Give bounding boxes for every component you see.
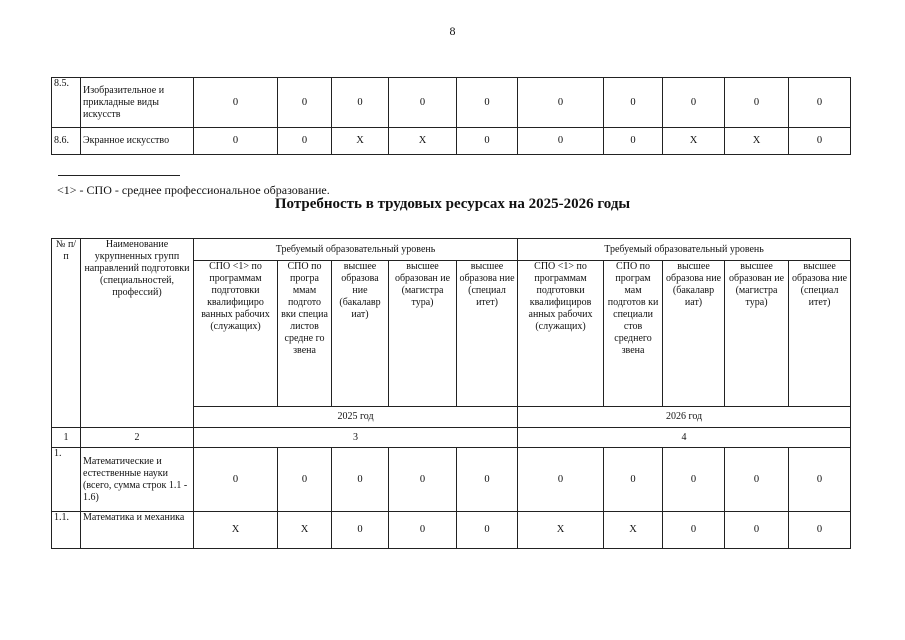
header-col: высшее образова ние (бакалавр иат) bbox=[332, 261, 389, 407]
header-col: СПО <1> по программам подготовки квалифициро ванных рабочих (служащих) bbox=[194, 261, 278, 407]
index-cell: 1 bbox=[52, 428, 81, 448]
header-col: высшее образова ние (специал итет) bbox=[789, 261, 851, 407]
header-col: СПО по програм мам подготов ки специали стов среднего звена bbox=[604, 261, 663, 407]
cell-value: 0 bbox=[389, 78, 457, 128]
footnote-separator bbox=[58, 175, 180, 176]
table-row bbox=[52, 448, 851, 512]
cell-value: 0 bbox=[725, 78, 789, 128]
cell-value: 0 bbox=[518, 128, 604, 155]
row-number: 1. bbox=[52, 448, 81, 512]
cell-value: 0 bbox=[278, 78, 332, 128]
cell-value: 0 bbox=[789, 512, 851, 549]
cell-value: Х bbox=[663, 128, 725, 155]
cell-value: 0 bbox=[518, 78, 604, 128]
row-number: 1.1. bbox=[52, 512, 81, 549]
workforce-table bbox=[51, 238, 851, 549]
cell-value: 0 bbox=[278, 128, 332, 155]
footnote: <1> - СПО - среднее профессиональное образование. bbox=[57, 183, 330, 197]
header-row bbox=[52, 239, 851, 261]
header-col: СПО <1> по программам подготовки квалифициров анных рабочих (служащих) bbox=[518, 261, 604, 407]
table-row bbox=[52, 78, 851, 128]
index-cell: 4 bbox=[518, 428, 851, 448]
header-name: Наименование укрупненных групп направлений подготовки (специальностей, профессий) bbox=[81, 239, 194, 428]
cell-value: 0 bbox=[332, 78, 389, 128]
cell-value: 0 bbox=[332, 448, 389, 512]
cell-value: 0 bbox=[194, 78, 278, 128]
row-name: Математические и естественные науки (всего, сумма строк 1.1 - 1.6) bbox=[81, 448, 194, 512]
cell-value: 0 bbox=[194, 448, 278, 512]
cell-value: Х bbox=[725, 128, 789, 155]
page-number: 8 bbox=[449, 24, 456, 38]
index-row bbox=[52, 428, 851, 448]
cell-value: 0 bbox=[518, 448, 604, 512]
cell-value: 0 bbox=[725, 448, 789, 512]
cell-value: 0 bbox=[663, 78, 725, 128]
cell-value: 0 bbox=[725, 512, 789, 549]
year-2025: 2025 год bbox=[194, 407, 518, 428]
header-number: № п/п bbox=[52, 239, 81, 428]
index-cell: 2 bbox=[81, 428, 194, 448]
cell-value: Х bbox=[278, 512, 332, 549]
header-col: высшее образован ие (магистра тура) bbox=[725, 261, 789, 407]
page-title: Потребность в трудовых ресурсах на 2025-2026 годы bbox=[274, 196, 631, 212]
cell-value: 0 bbox=[789, 78, 851, 128]
cell-value: 0 bbox=[278, 448, 332, 512]
header-level-2025: Требуемый образовательный уровень bbox=[194, 239, 518, 261]
cell-value: 0 bbox=[789, 448, 851, 512]
table-row bbox=[52, 128, 851, 155]
cell-value: 0 bbox=[663, 512, 725, 549]
cell-value: 0 bbox=[663, 448, 725, 512]
cell-value: 0 bbox=[457, 128, 518, 155]
cell-value: Х bbox=[194, 512, 278, 549]
cell-value: Х bbox=[332, 128, 389, 155]
cell-value: 0 bbox=[604, 448, 663, 512]
header-col: высшее образова ние (бакалавр иат) bbox=[663, 261, 725, 407]
cell-value: 0 bbox=[457, 512, 518, 549]
cell-value: 0 bbox=[389, 448, 457, 512]
header-col: высшее образова ние (специал итет) bbox=[457, 261, 518, 407]
cell-value: 0 bbox=[604, 128, 663, 155]
index-cell: 3 bbox=[194, 428, 518, 448]
table-row bbox=[52, 512, 851, 549]
header-level-2026: Требуемый образовательный уровень bbox=[518, 239, 851, 261]
cell-value: Х bbox=[389, 128, 457, 155]
cell-value: Х bbox=[604, 512, 663, 549]
continued-table bbox=[51, 77, 851, 155]
row-number: 8.5. bbox=[52, 78, 81, 128]
cell-value: 0 bbox=[457, 78, 518, 128]
cell-value: 0 bbox=[332, 512, 389, 549]
cell-value: 0 bbox=[389, 512, 457, 549]
cell-value: 0 bbox=[604, 78, 663, 128]
header-col: СПО по програ ммам подгото вки специа листов средне го звена bbox=[278, 261, 332, 407]
row-number: 8.6. bbox=[52, 128, 81, 155]
row-name: Экранное искусство bbox=[81, 128, 194, 155]
cell-value: 0 bbox=[457, 448, 518, 512]
header-col: высшее образован ие (магистра тура) bbox=[389, 261, 457, 407]
row-name: Изобразительное и прикладные виды искусств bbox=[81, 78, 194, 128]
cell-value: Х bbox=[518, 512, 604, 549]
row-name: Математика и механика bbox=[81, 512, 194, 549]
cell-value: 0 bbox=[789, 128, 851, 155]
year-2026: 2026 год bbox=[518, 407, 851, 428]
cell-value: 0 bbox=[194, 128, 278, 155]
